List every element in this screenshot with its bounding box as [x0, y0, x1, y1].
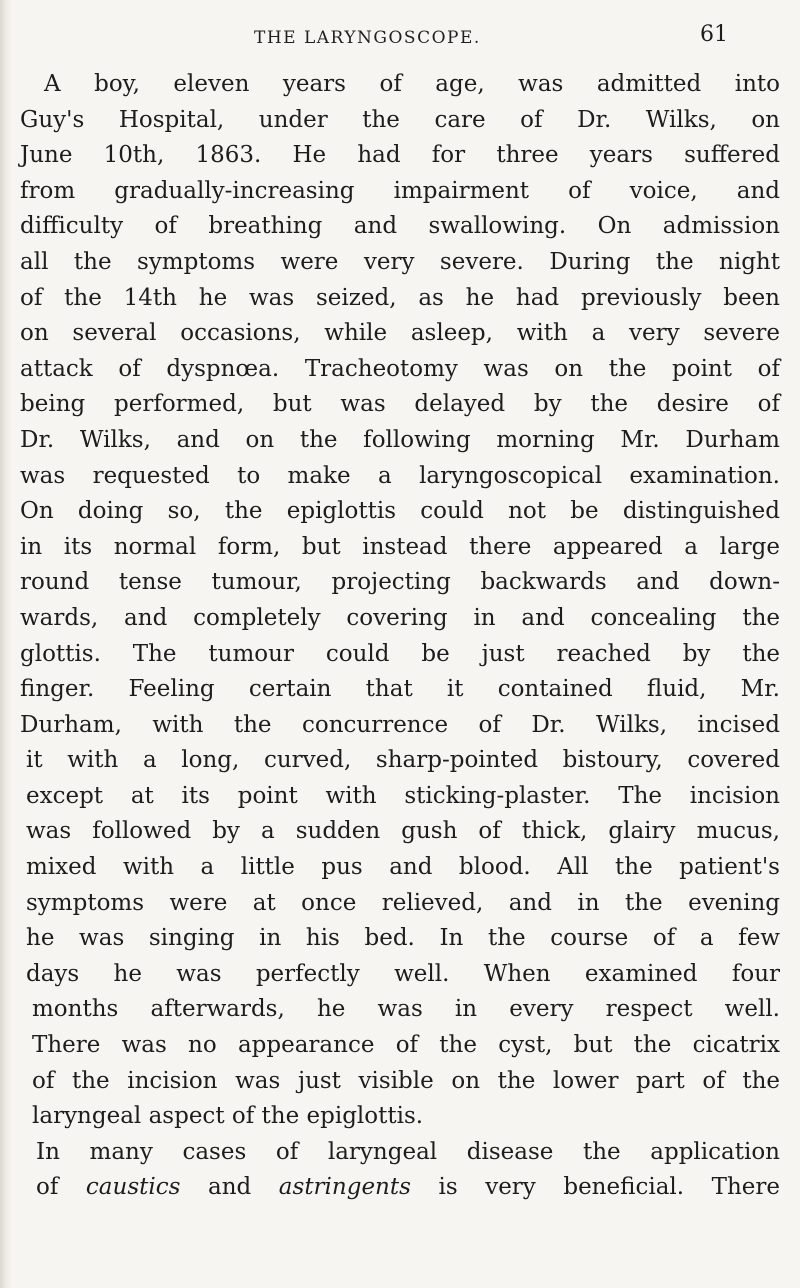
text-line: of the incision was just visible on the lower part of the — [32, 1067, 780, 1094]
text-line: attack of dyspnœa. Tracheotomy was on the point of — [20, 355, 780, 382]
text-line: June 10th, 1863. He had for three years suffered — [20, 142, 780, 169]
text-line: wards, and completely covering in and concealing the — [20, 604, 780, 631]
text-line: on several occasions, while asleep, with a very severe — [20, 320, 780, 347]
text-line: except at its point with sticking-plaster. The incision — [26, 782, 780, 809]
text-line: round tense tumour, projecting backwards and down- — [20, 569, 780, 596]
text-line: symptoms were at once relieved, and in the evening — [26, 889, 780, 916]
text-run: is very beneficial. There — [410, 1174, 780, 1201]
page-edge-shadow — [0, 0, 12, 1288]
text-line: months afterwards, he was in every respect well. — [32, 996, 780, 1023]
text-run: and — [180, 1174, 279, 1201]
text-line: On doing so, the epiglottis could not be distinguished — [20, 498, 780, 525]
text-line: was requested to make a laryngoscopical examination. — [20, 462, 780, 489]
page-number: 61 — [700, 22, 728, 47]
text-run: of — [36, 1174, 86, 1201]
text-line: finger. Feeling certain that it contained fluid, Mr. — [20, 676, 780, 703]
text-line: glottis. The tumour could be just reached by the — [20, 640, 780, 667]
text-line: he was singing in his bed. In the course of a few — [26, 925, 780, 952]
running-head: THE LARYNGOSCOPE. — [254, 28, 481, 48]
text-line: it with a long, curved, sharp-pointed bistoury, covered — [26, 747, 780, 774]
italic-term-astringents: astringents — [278, 1174, 411, 1201]
text-line: was followed by a sudden gush of thick, glairy mucus, — [26, 818, 780, 845]
text-line: Guy's Hospital, under the care of Dr. Wilks, on — [20, 106, 780, 133]
text-line: mixed with a little pus and blood. All the patient's — [26, 854, 780, 881]
text-line: all the symptoms were very severe. During the night — [20, 248, 780, 275]
text-line: laryngeal aspect of the epiglottis. — [32, 1103, 424, 1130]
text-line: from gradually-increasing impairment of voice, and — [20, 177, 780, 204]
body-text — [20, 67, 780, 1206]
text-line: in its normal form, but instead there appeared a large — [20, 533, 780, 560]
text-line: Dr. Wilks, and on the following morning Mr. Durham — [20, 426, 780, 453]
text-line: difficulty of breathing and swallowing. On admission — [20, 213, 780, 240]
italic-term-caustics: caustics — [85, 1174, 181, 1201]
text-line: In many cases of laryngeal disease the application — [36, 1138, 780, 1165]
text-line-mixed — [20, 1170, 780, 1206]
text-line: There was no appearance of the cyst, but the cicatrix — [32, 1032, 780, 1059]
text-line: A boy, eleven years of age, was admitted into — [44, 71, 780, 97]
text-line: being performed, but was delayed by the desire of — [20, 391, 780, 418]
text-line: Durham, with the concurrence of Dr. Wilks, incised — [20, 711, 780, 738]
text-line: of the 14th he was seized, as he had previously been — [20, 284, 780, 311]
text-line: days he was perfectly well. When examined four — [26, 960, 780, 987]
